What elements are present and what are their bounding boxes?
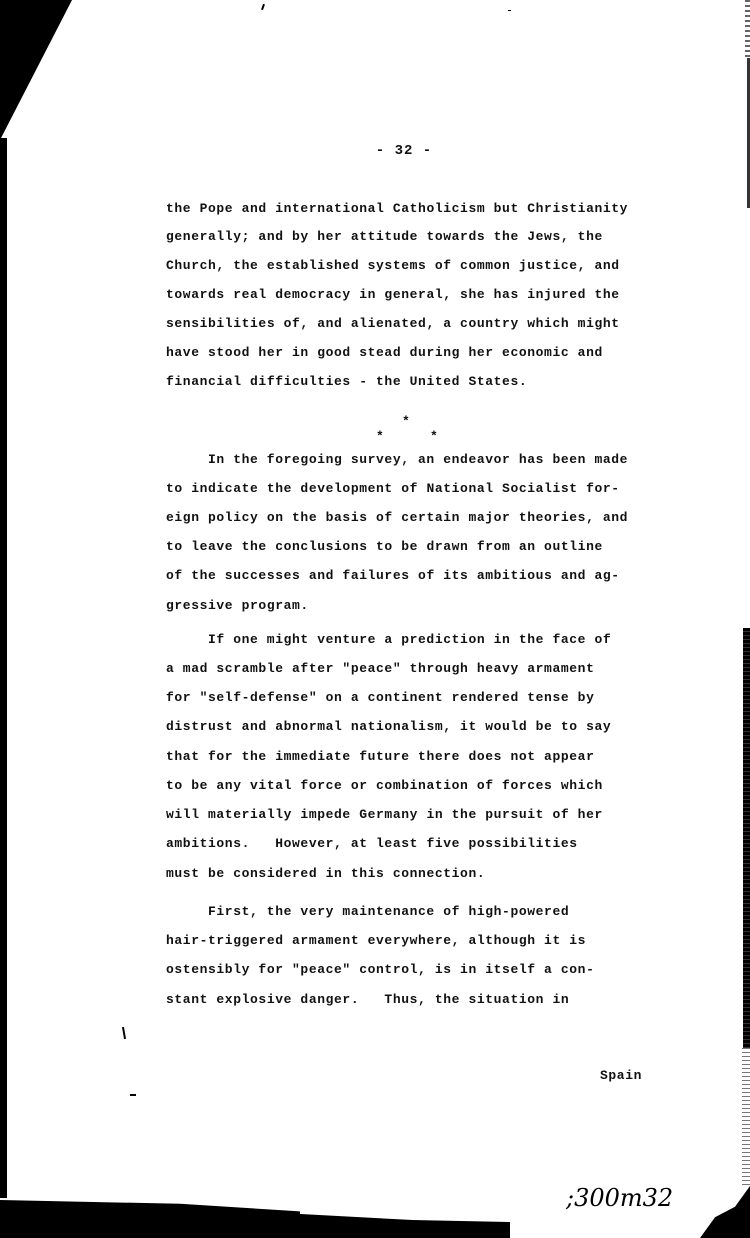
scan-right-edge-bottom [743,628,750,1048]
handwritten-annotation: ;300m32 [566,1184,674,1212]
scan-left-edge [0,138,7,1198]
text-line: First, the very maintenance of high-powered [208,904,570,919]
scan-corner-shadow [0,0,72,140]
text-line: for "self-defense" on a continent rendered tense by [166,690,595,705]
text-line: stant explosive danger. Thus, the situation in [166,992,570,1007]
text-line: to leave the conclusions to be drawn from an outline [166,539,603,554]
text-line: hair-triggered armament everywhere, although it is [166,933,587,948]
text-line: of the successes and failures of its ambitious and ag- [166,568,620,583]
text-line: to be any vital force or combination of forces which [166,778,603,793]
section-separator-asterisk: * [402,414,410,429]
text-line: that for the immediate future there does not appear [166,749,595,764]
scan-bottom-right-shadow [700,1186,750,1238]
text-line: In the foregoing survey, an endeavor has been made [208,452,629,467]
text-line: towards real democracy in general, she has injured the [166,287,620,302]
text-line: eign policy on the basis of certain major theories, and [166,510,629,525]
stray-mark [508,10,511,11]
stray-mark [130,1094,136,1096]
text-line: will materially impede Germany in the pursuit of her [166,807,603,822]
text-line: sensibilities of, and alienated, a country which might [166,316,620,331]
page-number: - 32 - [375,143,433,159]
text-line: generally; and by her attitude towards the Jews, the [166,229,603,244]
text-line: a mad scramble after "peace" through heavy armament [166,661,595,676]
stray-mark [261,4,265,10]
stray-mark [122,1027,126,1039]
section-separator-asterisk: * [430,429,438,444]
text-line: financial difficulties - the United States. [166,374,528,389]
text-line: have stood her in good stead during her economic and [166,345,603,360]
text-line: If one might venture a prediction in the face of [208,632,612,647]
scan-right-edge-speckle-lower [742,1048,750,1188]
text-line: Church, the established systems of common justice, and [166,258,620,273]
catchword: Spain [600,1068,643,1083]
text-line: gressive program. [166,598,309,613]
text-line: distrust and abnormal nationalism, it would be to say [166,719,612,734]
text-line: to indicate the development of National Socialist for- [166,481,620,496]
text-line: must be considered in this connection. [166,866,486,881]
scan-right-edge-speckle [745,0,750,58]
section-separator-asterisk: * [376,429,384,444]
text-line: the Pope and international Catholicism but Christianity [166,201,629,216]
text-line: ambitions. However, at least five possibilities [166,836,578,851]
text-line: ostensibly for "peace" control, is in itself a con- [166,962,595,977]
